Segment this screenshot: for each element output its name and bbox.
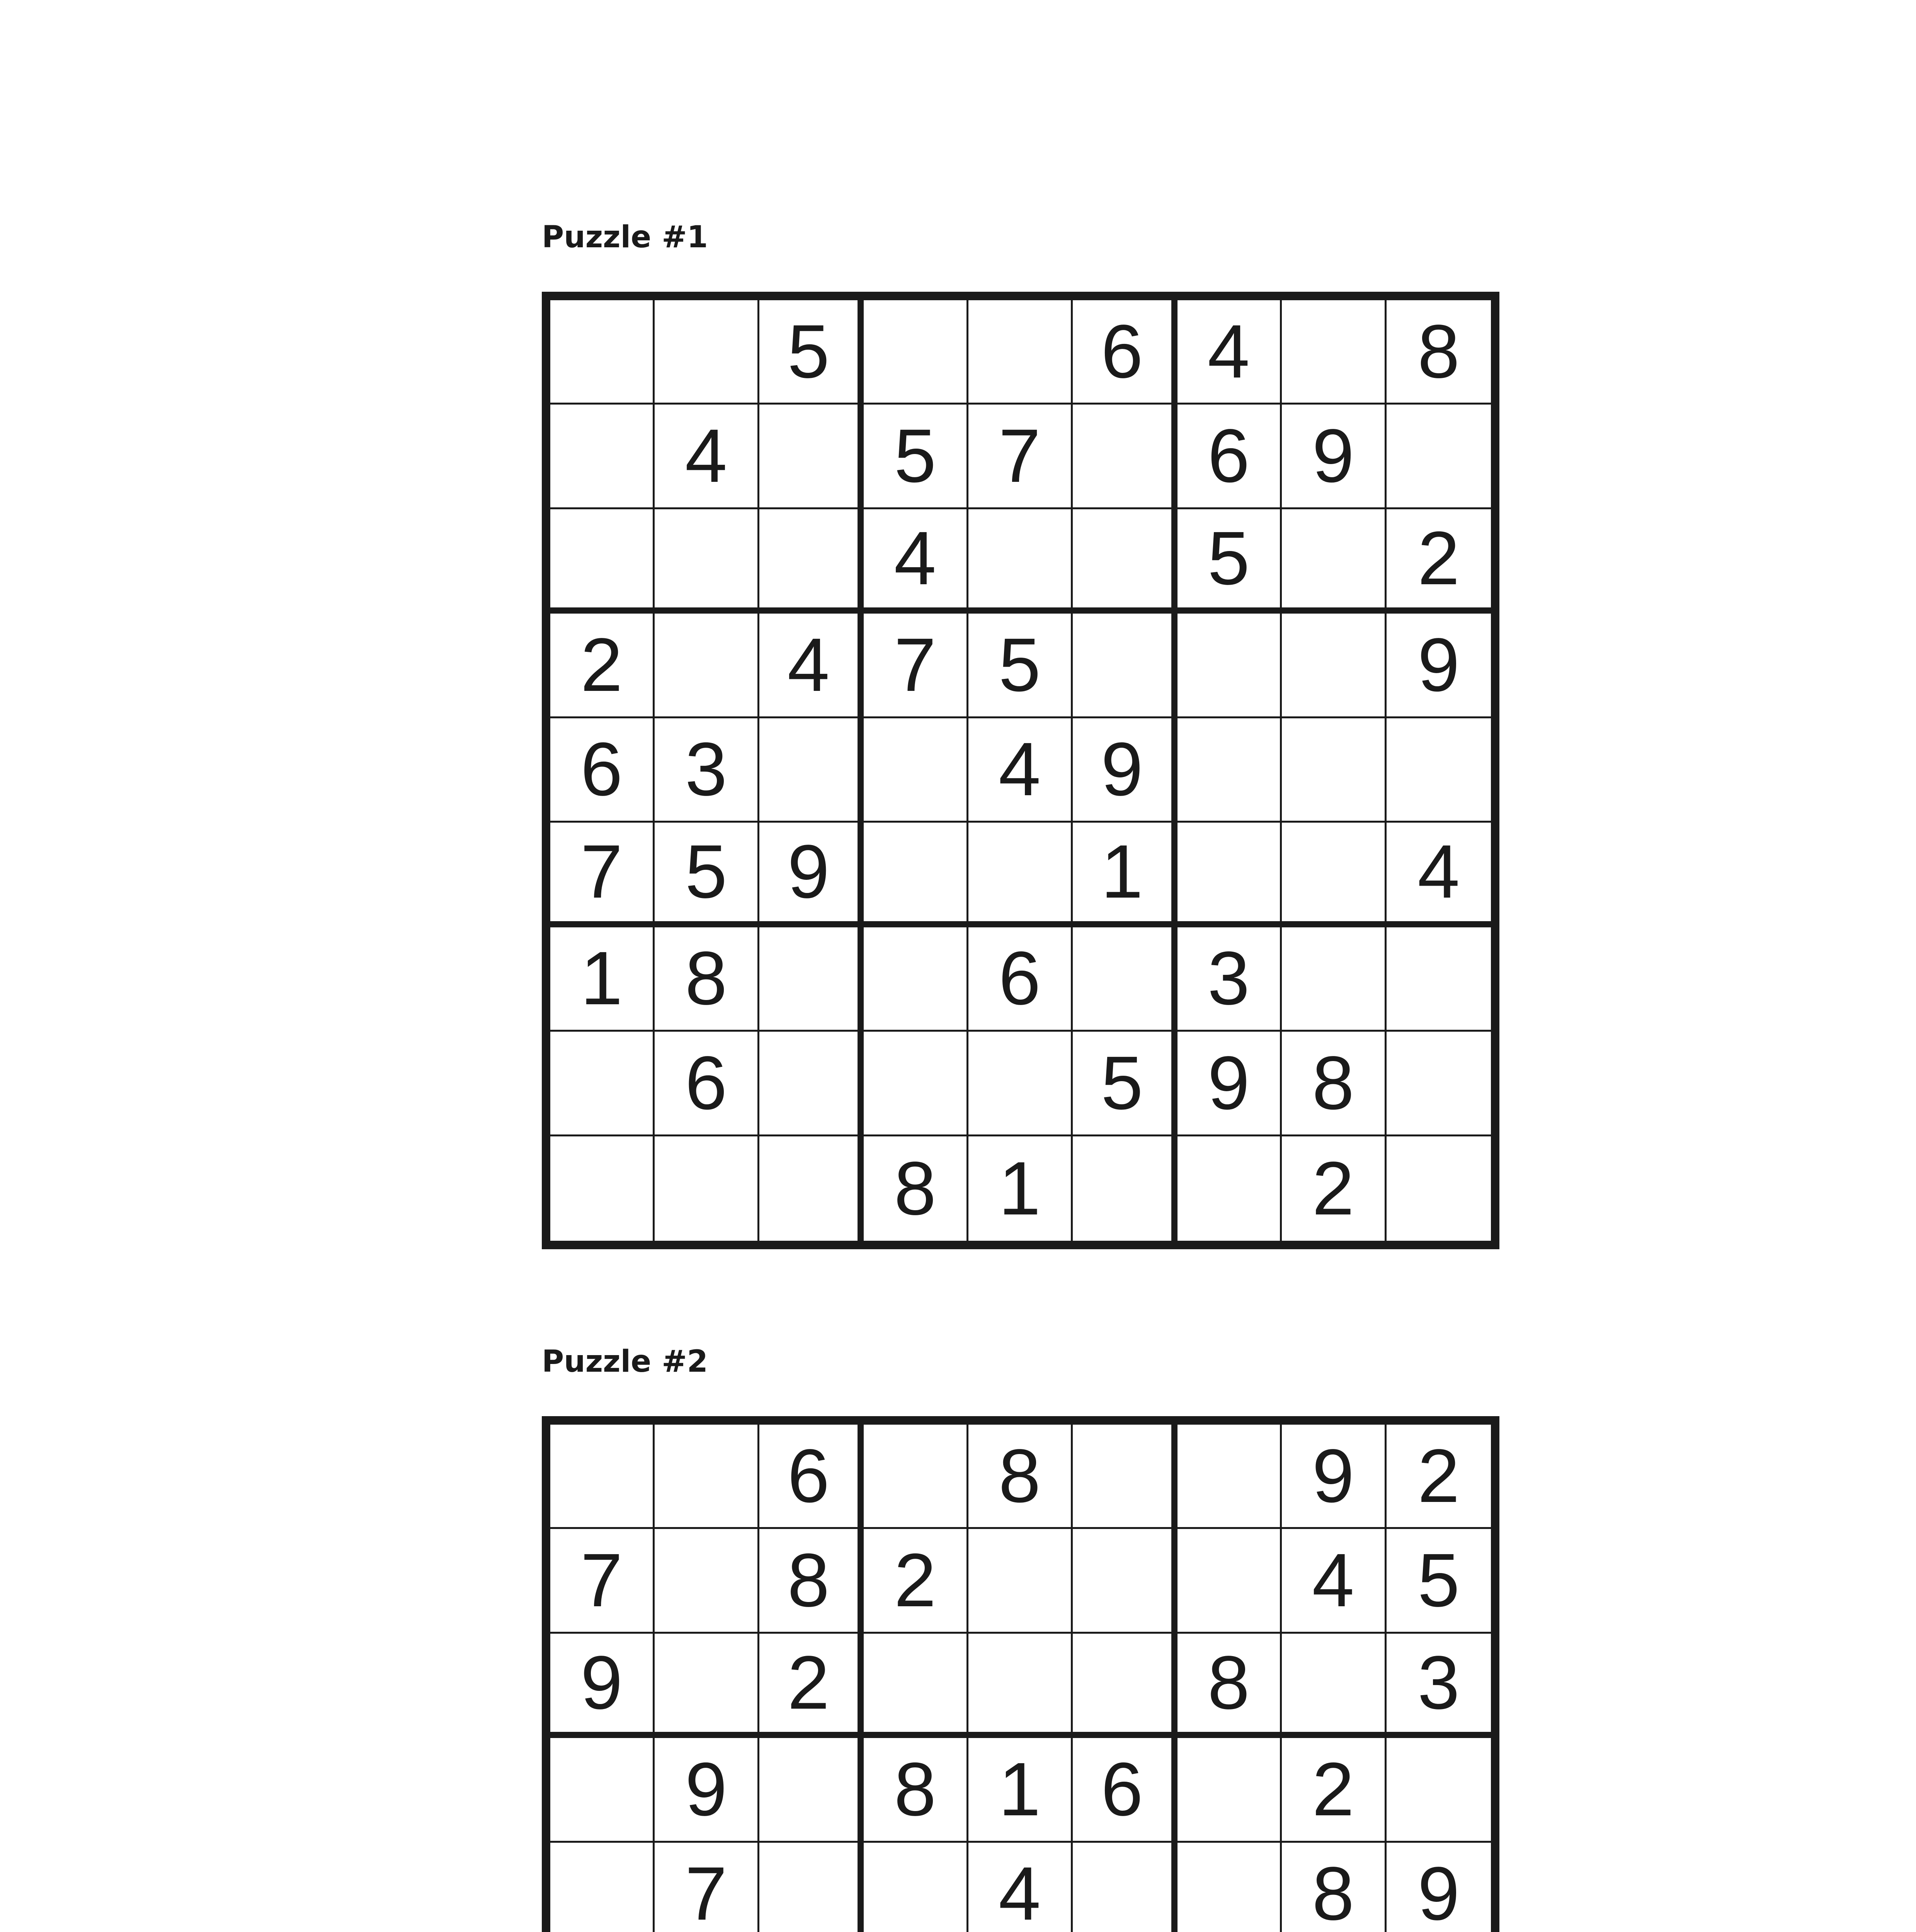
sudoku-cell: 5 bbox=[1387, 1529, 1491, 1633]
sudoku-cell bbox=[864, 1843, 968, 1932]
sudoku-cell bbox=[968, 1032, 1073, 1136]
sudoku-cell bbox=[968, 509, 1073, 614]
sudoku-cell: 5 bbox=[759, 300, 864, 405]
sudoku-cell bbox=[864, 1032, 968, 1136]
sudoku-cell bbox=[864, 927, 968, 1032]
sudoku-cell: 4 bbox=[1282, 1529, 1386, 1633]
sudoku-cell: 9 bbox=[550, 1634, 655, 1738]
sudoku-cell bbox=[1282, 927, 1386, 1032]
sudoku-cell bbox=[1282, 823, 1386, 927]
sudoku-cell bbox=[1073, 1425, 1177, 1529]
sudoku-cell bbox=[1178, 1425, 1282, 1529]
sudoku-cell bbox=[655, 1529, 759, 1633]
sudoku-cell bbox=[1387, 1136, 1491, 1241]
sudoku-cell bbox=[1178, 1843, 1282, 1932]
sudoku-cell bbox=[759, 1136, 864, 1241]
sudoku-cell: 7 bbox=[968, 405, 1073, 509]
sudoku-cell bbox=[968, 1529, 1073, 1633]
sudoku-cell: 4 bbox=[968, 1843, 1073, 1932]
sudoku-cell: 5 bbox=[655, 823, 759, 927]
sudoku-cell: 7 bbox=[655, 1843, 759, 1932]
sudoku-cell bbox=[1282, 509, 1386, 614]
sudoku-cell bbox=[1073, 1529, 1177, 1633]
sudoku-cell: 7 bbox=[550, 823, 655, 927]
sudoku-cell: 8 bbox=[1282, 1032, 1386, 1136]
sudoku-cell bbox=[655, 1136, 759, 1241]
puzzle-2-title: Puzzle #2 bbox=[542, 1344, 708, 1379]
sudoku-cell: 1 bbox=[1073, 823, 1177, 927]
sudoku-cell: 6 bbox=[968, 927, 1073, 1032]
sudoku-cell bbox=[759, 927, 864, 1032]
sudoku-cell bbox=[1387, 718, 1491, 823]
sudoku-cell: 9 bbox=[1178, 1032, 1282, 1136]
sudoku-cell: 8 bbox=[864, 1136, 968, 1241]
sudoku-cell: 7 bbox=[550, 1529, 655, 1633]
sudoku-cell bbox=[1178, 1529, 1282, 1633]
sudoku-cell: 9 bbox=[1282, 1425, 1386, 1529]
sudoku-cell bbox=[1282, 1634, 1386, 1738]
sudoku-cell: 8 bbox=[968, 1425, 1073, 1529]
sudoku-cell: 8 bbox=[655, 927, 759, 1032]
sudoku-cell: 3 bbox=[1387, 1634, 1491, 1738]
sudoku-cell bbox=[550, 1032, 655, 1136]
sudoku-cell bbox=[1282, 718, 1386, 823]
sudoku-cell: 5 bbox=[968, 614, 1073, 718]
sudoku-cell: 8 bbox=[759, 1529, 864, 1633]
sudoku-cell: 6 bbox=[550, 718, 655, 823]
sudoku-cell bbox=[550, 1425, 655, 1529]
sudoku-cell: 4 bbox=[759, 614, 864, 718]
sudoku-cell: 1 bbox=[968, 1738, 1073, 1842]
sudoku-cell: 9 bbox=[1282, 405, 1386, 509]
sudoku-cell: 2 bbox=[1282, 1738, 1386, 1842]
sudoku-cell: 2 bbox=[759, 1634, 864, 1738]
sudoku-cell bbox=[1073, 1843, 1177, 1932]
sudoku-cell: 9 bbox=[1073, 718, 1177, 823]
sudoku-cell: 2 bbox=[864, 1529, 968, 1633]
sudoku-cell bbox=[1178, 614, 1282, 718]
sudoku-cell: 9 bbox=[1387, 1843, 1491, 1932]
sudoku-cell: 6 bbox=[1073, 300, 1177, 405]
sudoku-cell bbox=[655, 1425, 759, 1529]
sudoku-cell bbox=[1073, 509, 1177, 614]
sudoku-cell: 4 bbox=[1178, 300, 1282, 405]
sudoku-cell: 8 bbox=[1387, 300, 1491, 405]
sudoku-cell bbox=[1387, 1738, 1491, 1842]
sudoku-cell: 6 bbox=[1178, 405, 1282, 509]
sudoku-cell: 3 bbox=[655, 718, 759, 823]
sudoku-cell bbox=[1073, 927, 1177, 1032]
sudoku-cell bbox=[1178, 1738, 1282, 1842]
sudoku-cell: 4 bbox=[655, 405, 759, 509]
sudoku-cell bbox=[759, 509, 864, 614]
sudoku-cell bbox=[1387, 927, 1491, 1032]
sudoku-cell: 6 bbox=[759, 1425, 864, 1529]
sudoku-cell bbox=[550, 1843, 655, 1932]
sudoku-cell bbox=[655, 1634, 759, 1738]
sudoku-cell: 7 bbox=[864, 614, 968, 718]
sudoku-cell: 9 bbox=[655, 1738, 759, 1842]
sudoku-cell: 4 bbox=[864, 509, 968, 614]
sudoku-cell bbox=[864, 300, 968, 405]
sudoku-cell bbox=[1073, 1136, 1177, 1241]
sudoku-cell: 5 bbox=[864, 405, 968, 509]
sudoku-cell: 9 bbox=[759, 823, 864, 927]
sudoku-cell bbox=[1073, 405, 1177, 509]
sudoku-cell: 5 bbox=[1178, 509, 1282, 614]
sudoku-cell bbox=[759, 1738, 864, 1842]
sudoku-cell bbox=[655, 614, 759, 718]
sudoku-cell: 6 bbox=[1073, 1738, 1177, 1842]
sudoku-cell: 3 bbox=[1178, 927, 1282, 1032]
sudoku-cell bbox=[1073, 614, 1177, 718]
sudoku-cell bbox=[1387, 405, 1491, 509]
sudoku-cell bbox=[759, 405, 864, 509]
sudoku-cell bbox=[550, 1738, 655, 1842]
sudoku-cell bbox=[550, 509, 655, 614]
sudoku-cell: 8 bbox=[1282, 1843, 1386, 1932]
sudoku-cell: 9 bbox=[1387, 614, 1491, 718]
puzzle-2-grid bbox=[542, 1416, 1499, 1932]
sudoku-cell bbox=[864, 1634, 968, 1738]
sudoku-cell bbox=[968, 300, 1073, 405]
sudoku-cell: 2 bbox=[1387, 509, 1491, 614]
sudoku-cell bbox=[1282, 300, 1386, 405]
sudoku-cell bbox=[759, 718, 864, 823]
sudoku-cell bbox=[1178, 823, 1282, 927]
sudoku-cell bbox=[550, 1136, 655, 1241]
sudoku-cell: 1 bbox=[550, 927, 655, 1032]
puzzle-1-grid bbox=[542, 292, 1499, 1249]
sudoku-cell: 2 bbox=[550, 614, 655, 718]
sudoku-cell bbox=[968, 823, 1073, 927]
sudoku-cell: 1 bbox=[968, 1136, 1073, 1241]
sudoku-cell: 6 bbox=[655, 1032, 759, 1136]
sudoku-cell bbox=[968, 1634, 1073, 1738]
sudoku-cell bbox=[655, 509, 759, 614]
sudoku-cell: 4 bbox=[1387, 823, 1491, 927]
sudoku-cell bbox=[1282, 614, 1386, 718]
sudoku-cell bbox=[1178, 1136, 1282, 1241]
sudoku-cell bbox=[864, 1425, 968, 1529]
sudoku-cell: 2 bbox=[1387, 1425, 1491, 1529]
sudoku-cell: 5 bbox=[1073, 1032, 1177, 1136]
sudoku-cell bbox=[1073, 1634, 1177, 1738]
sudoku-cell bbox=[550, 300, 655, 405]
sudoku-cell bbox=[864, 718, 968, 823]
sudoku-cell: 8 bbox=[1178, 1634, 1282, 1738]
sudoku-cell: 4 bbox=[968, 718, 1073, 823]
sudoku-cell bbox=[759, 1032, 864, 1136]
sudoku-cell: 8 bbox=[864, 1738, 968, 1842]
sudoku-cell bbox=[864, 823, 968, 927]
puzzle-1-title: Puzzle #1 bbox=[542, 220, 708, 255]
sudoku-cell bbox=[1178, 718, 1282, 823]
sudoku-cell bbox=[759, 1843, 864, 1932]
sudoku-cell bbox=[1387, 1032, 1491, 1136]
sudoku-cell bbox=[655, 300, 759, 405]
sudoku-cell bbox=[550, 405, 655, 509]
sudoku-cell: 2 bbox=[1282, 1136, 1386, 1241]
